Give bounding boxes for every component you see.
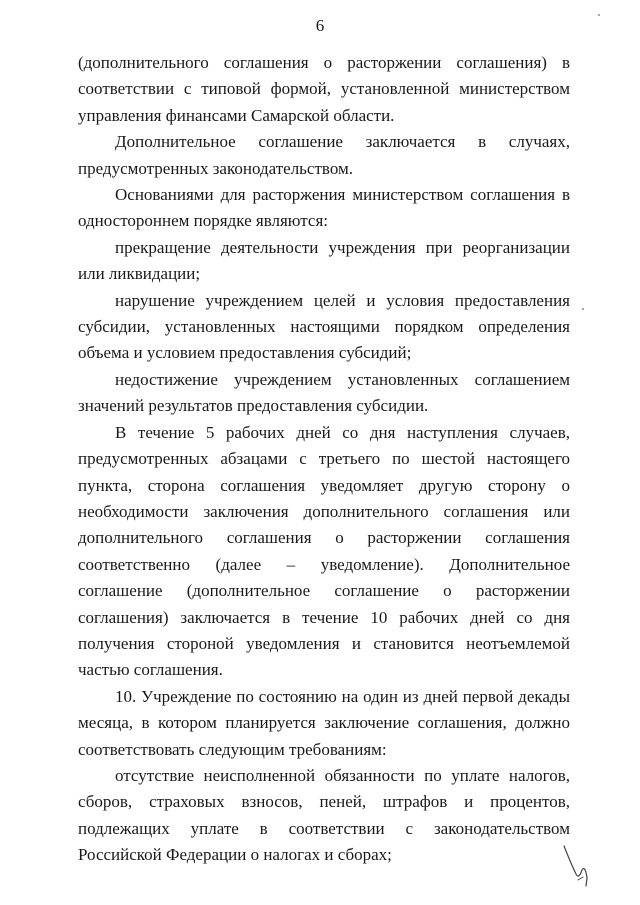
paragraph-4: прекращение деятельности учреждения при реорганизации или ликвидации;	[78, 237, 570, 284]
paragraph-8: 10. Учреждение по состоянию на один из дней первой декады месяца, в котором планируется заключение соглашения, должно соответствовать следующим требованиям:	[78, 686, 570, 759]
paragraph-6: недостижение учреждением установленных соглашением значений результатов предоставления субсидии.	[78, 369, 570, 416]
scan-speck	[598, 14, 600, 16]
paragraph-7: В течение 5 рабочих дней со дня наступления случаев, предусмотренных абзацами с третьего по шестой настоящего пункта, сторона соглашения уведомляет другую сторону о необходимости заключения дополнительного соглашения или дополнительного соглашения о расторжении соглашения соответственно (далее – уведомление). Дополнительное соглашение (дополнительное соглашение о расторжении соглашения) заключается в течение 10 рабочих дней со дня получения стороной уведомления и становится неотъемлемой частью соглашения.	[78, 422, 570, 680]
paragraph-2: Дополнительное соглашение заключается в случаях, предусмотренных законодательством.	[78, 132, 570, 178]
paragraph-5: нарушение учреждением целей и условия предоставления субсидии, установленных настоящими порядком определения объема и условием предоставления субсидий;	[78, 290, 570, 363]
page-number: 6	[315, 16, 325, 35]
paragraph-1: (дополнительного соглашения о расторжении соглашения) в соответствии с типовой формой, установленной министерством управления финансами Самарской области.	[78, 53, 570, 125]
paragraph-3: Основаниями для расторжения министерством соглашения в одностороннем порядке являются:	[78, 185, 570, 231]
paragraph-9: отсутствие неисполненной обязанности по уплате налогов, сборов, страховых взносов, пеней, штрафов и процентов, подлежащих уплате в соответствии с законодательством Российской Федерации о налогах и сборах;	[78, 765, 570, 865]
document-body	[78, 50, 570, 869]
signature-mark	[560, 840, 590, 890]
scan-speck	[582, 308, 584, 310]
